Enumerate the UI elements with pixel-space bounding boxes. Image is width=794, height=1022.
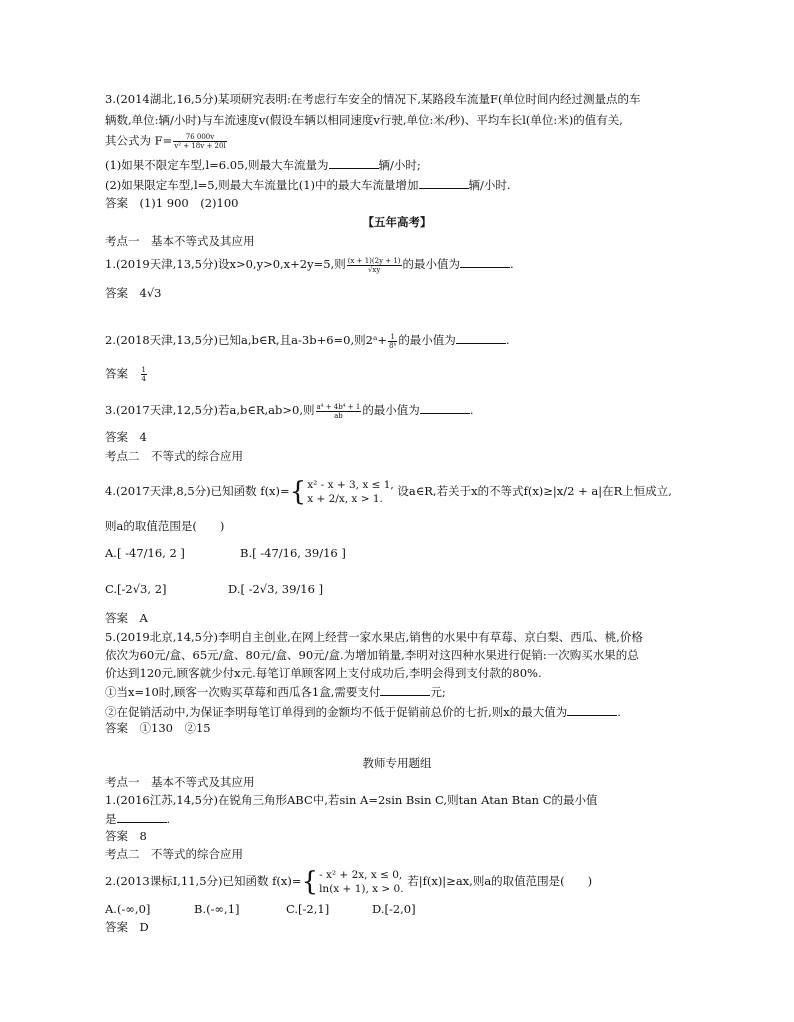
p5-part-2: ②在促销活动中,为保证李明每笔订单得到的金额均不低于促销前总价的七折,则x的最大值为 . (105, 705, 621, 719)
left-brace: { (289, 477, 307, 507)
answer-blank[interactable] (380, 684, 430, 696)
answer-blank[interactable] (567, 704, 617, 716)
p2-answer: 答案 $\frac{1}{4}$ (105, 366, 146, 383)
t2-answer: 答案 D (105, 920, 149, 934)
q3-formula-label: 其公式为 F= (105, 133, 173, 148)
p2-fraction: $\frac{1}{\text{8ᵇ}}$ (389, 332, 397, 350)
p5-line-1: 5.(2019北京,14,5分)李明自主创业,在网上经营一家水果店,销售的水果中有草莓、京白梨、西瓜、桃,价格 (105, 630, 643, 644)
q3-part-1: (1)如果不限定车型,l=6.05,则最大车流量为 辆/小时; (105, 158, 421, 172)
q3-formula-line (105, 133, 228, 150)
problem-2: 2.(2018天津,13,5分)已知a,b∈R,且a-3b+6=0,则2ᵃ+ $\frac{1}{\text{8ᵇ}}$ 的最小值为 . (105, 332, 510, 350)
p4-answer: 答案 A (105, 611, 148, 625)
t2-option-a[interactable]: A.(-∞,0] (105, 902, 151, 916)
p5-answer: 答案 ①130 ②15 (105, 721, 211, 735)
t2-option-b[interactable]: B.(-∞,1] (194, 902, 240, 916)
problem-3: 3.(2017天津,12,5分)若a,b∈R,ab>0,则 $\frac{\text{a⁴ + 4b⁴ + 1}}{ab}$ 的最小值为 . (105, 402, 474, 420)
q3-line-1: 3.(2014湖北,16,5分)某项研究表明:在考虑行车安全的情况下,某路段车流量F(单位时间内经过测量点的车 (105, 92, 641, 106)
option-d[interactable]: D.[ -2√3, 39/16 ] (228, 582, 324, 596)
p2-answer-fraction: $\frac{1}{4}$ (141, 366, 146, 383)
answer-blank[interactable] (420, 402, 470, 414)
p1-fraction: $\frac{(x + 1)(2y + 1)}{√xy}$ (347, 256, 401, 274)
left-brace: { (301, 867, 319, 897)
option-b[interactable]: B.[ -47/16, 39/16 ] (240, 546, 346, 560)
t2-option-c[interactable]: C.[-2,1] (286, 902, 330, 916)
p1-answer: 答案 4√3 (105, 286, 162, 300)
topic-heading-1: 考点一 基本不等式及其应用 (105, 234, 255, 248)
p5-part-1: ①当x=10时,顾客一次购买草莓和西瓜各1盒,需要支付 元; (105, 685, 446, 699)
teacher-section-title: 教师专用题组 (362, 756, 432, 770)
t2-option-d[interactable]: D.[-2,0] (372, 902, 416, 916)
t1-answer: 答案 8 (105, 829, 147, 843)
q3-part-2: (2)如果限定车型,l=5,则最大车流量比(1)中的最大车流量增加 辆/小时. (105, 178, 511, 192)
p3-fraction: $\frac{\text{a⁴ + 4b⁴ + 1}}{ab}$ (316, 402, 361, 420)
q3-line-2: 辆数,单位:辆/小时)与车流速度v(假设车辆以相同速度v行驶,单位:米/秒)、平均车长l(单位:米)的值有关, (105, 113, 623, 127)
teacher-topic-heading-1: 考点一 基本不等式及其应用 (105, 775, 255, 789)
teacher-problem-2: 2.(2013课标Ⅰ,11,5分)已知函数 f(x)={ - x² + 2x, x ≤ 0, ln(x + 1), x > 0. 若|f(x)|≥ax,则a的取值范围是( ) (105, 867, 593, 897)
teacher-topic-heading-2: 考点二 不等式的综合应用 (105, 847, 243, 861)
p5-line-2: 依次为60元/盒、65元/盒、80元/盒、90元/盒.为增加销量,李明对这四种水果进行促销:一次购买水果的总 (105, 648, 639, 662)
piecewise-cases: x² - x + 3, x ≤ 1, x + 2/x, x > 1. (307, 479, 394, 505)
piecewise-cases: - x² + 2x, x ≤ 0, ln(x + 1), x > 0. (319, 869, 404, 895)
answer-blank[interactable] (460, 256, 510, 268)
p5-line-3: 价达到120元,顾客就少付x元.每笔订单顾客网上支付成功后,李明会得到支付款的80%. (105, 666, 542, 680)
p3-answer: 答案 4 (105, 430, 147, 444)
problem-1: 1.(2019天津,13,5分)设x>0,y>0,x+2y=5,则 $\frac{(x + 1)(2y + 1)}{√xy}$ 的最小值为 . (105, 256, 514, 274)
t1-line-1: 1.(2016江苏,14,5分)在锐角三角形ABC中,若sin A=2sin Bsin C,则tan Atan Btan C的最小值 (105, 793, 598, 807)
p4-question: 则a的取值范围是( ) (105, 519, 225, 533)
answer-blank[interactable] (329, 157, 379, 169)
section-title: 【五年高考】 (362, 215, 432, 229)
answer-blank[interactable] (456, 332, 506, 344)
topic-heading-2: 考点二 不等式的综合应用 (105, 449, 243, 463)
answer-blank[interactable] (117, 811, 167, 823)
t1-line-2: 是 . (105, 812, 171, 826)
problem-4: 4.(2017天津,8,5分)已知函数 f(x)={ x² - x + 3, x ≤ 1, x + 2/x, x > 1. 设a∈R,若关于x的不等式f(x)≥|x/2 + a|在R上恒成立, (105, 477, 672, 507)
q3-answer: 答案 (1)1 900 (2)100 (105, 196, 239, 210)
option-a[interactable]: A.[ -47/16, 2 ] (105, 546, 185, 560)
answer-blank[interactable] (419, 177, 469, 189)
option-c[interactable]: C.[-2√3, 2] (105, 582, 167, 596)
q3-formula: $\frac{76 000v}{\text{v² + 18v + 20l}}$ (174, 133, 226, 150)
